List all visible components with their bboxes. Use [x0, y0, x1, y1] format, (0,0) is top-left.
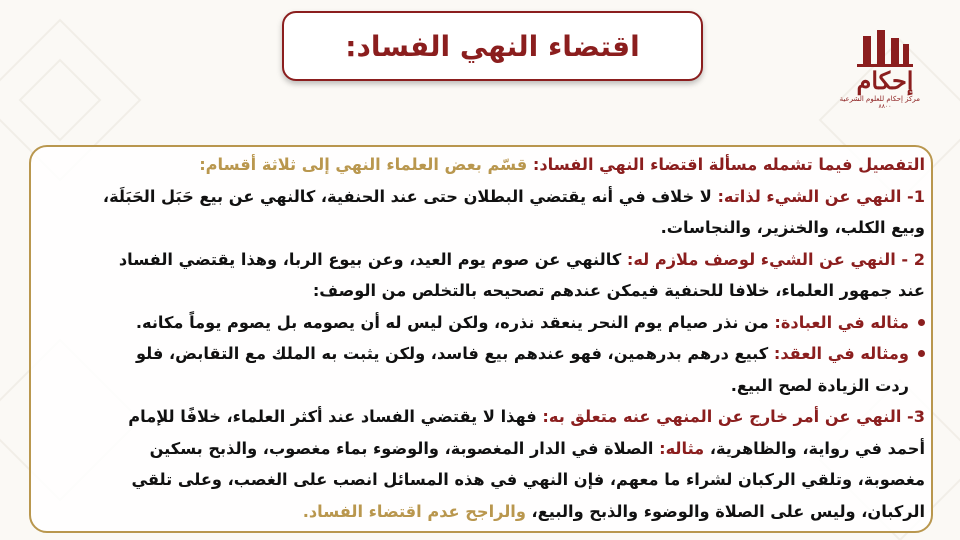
section-2-text: كالنهي عن صوم يوم العيد، وعن بيوع الربا، وهذا يقتضي الفساد	[118, 249, 627, 269]
logo-number: ٨٨٠٠	[878, 103, 892, 110]
section-2-label: 2 - النهي عن الشيء لوصف ملازم له:	[626, 249, 925, 269]
bullet-dot-icon	[918, 319, 925, 326]
bullet-worship-example	[39, 307, 925, 339]
section-3-label: 3- النهي عن أمر خارج عن المنهي عنه متعلق به:	[542, 407, 925, 426]
content-box	[29, 145, 933, 533]
intro-text: قسّم بعض العلماء النهي إلى ثلاثة أقسام:	[199, 155, 533, 174]
section-3-text-5: الركبان، وليس على الصلاة والوضوء والذبح والبيع،	[525, 501, 925, 521]
section-3-text-4: مغصوبة، وتلقي الركبان لشراء ما معهم، فإن النهي في هذه المسائل انصب على الغصب، وعلى تلقي	[131, 470, 925, 489]
bullet-2-label: ومثاله في العقد:	[773, 344, 909, 363]
section-2-text-2: عند جمهور العلماء، خلافا للحنفية فيمكن عندهم تصحيحه بالتخلص من الوصف:	[312, 281, 925, 300]
section-3	[39, 401, 925, 433]
section-3-continued	[39, 433, 925, 465]
bullet-contract-example	[39, 338, 925, 370]
intro-paragraph	[39, 149, 925, 181]
logo-word: إحكام	[856, 66, 914, 95]
bullet-dot-icon	[918, 350, 925, 357]
section-1-text: لا خلاف في أنه يقتضي البطلان حتى عند الحنفية، كالنهي عن بيع حَبَل الحَبَلَة،	[102, 186, 718, 206]
bullet-1-text: من نذر صيام يوم النحر ينعقد نذره، ولكن ليس له أن يصومه بل يصوم يوماً مكانه.	[135, 312, 775, 332]
section-3-example-label: مثاله:	[659, 438, 705, 458]
section-3-text-2: أحمد في رواية، والظاهرية،	[704, 438, 925, 458]
section-3-continued-3	[39, 496, 925, 528]
section-1-label: 1- النهي عن الشيء لذاته:	[717, 186, 925, 206]
bullet-2-text-2: ردت الزيادة لصح البيع.	[730, 375, 909, 395]
page-title: اقتضاء النهي الفساد:	[345, 29, 640, 63]
title-box	[282, 11, 703, 81]
logo-subtitle: مركز إحكام للعلوم الشرعية	[839, 95, 920, 103]
logo	[839, 26, 920, 110]
section-3-text-3: الصلاة في الدار المغصوبة، والوضوء بماء مغصوب، والذبح بسكين	[149, 438, 660, 458]
section-2	[39, 244, 925, 276]
section-3-continued-2	[39, 464, 925, 496]
section-3-text: فهذا لا يقتضي الفساد عند أكثر العلماء، خلافًا للإمام	[128, 407, 543, 426]
intro-label: التفصيل فيما تشمله مسألة اقتضاء النهي الفساد:	[532, 155, 925, 174]
logo-mark-icon	[857, 26, 913, 67]
bullet-contract-continued	[39, 370, 925, 402]
section-1	[39, 181, 925, 213]
section-2-continued	[39, 275, 925, 307]
section-3-conclusion: والراجح عدم اقتضاء الفساد.	[302, 501, 526, 521]
section-1-text-2: وبيع الكلب، والخنزير، والنجاسات.	[660, 218, 925, 237]
section-1-continued	[39, 212, 925, 244]
bullet-2-text: كبيع درهم بدرهمين، فهو عندهم بيع فاسد، ولكن يثبت به الملك مع التقابض، فلو	[136, 344, 774, 363]
bullet-1-label: مثاله في العبادة:	[774, 312, 909, 332]
